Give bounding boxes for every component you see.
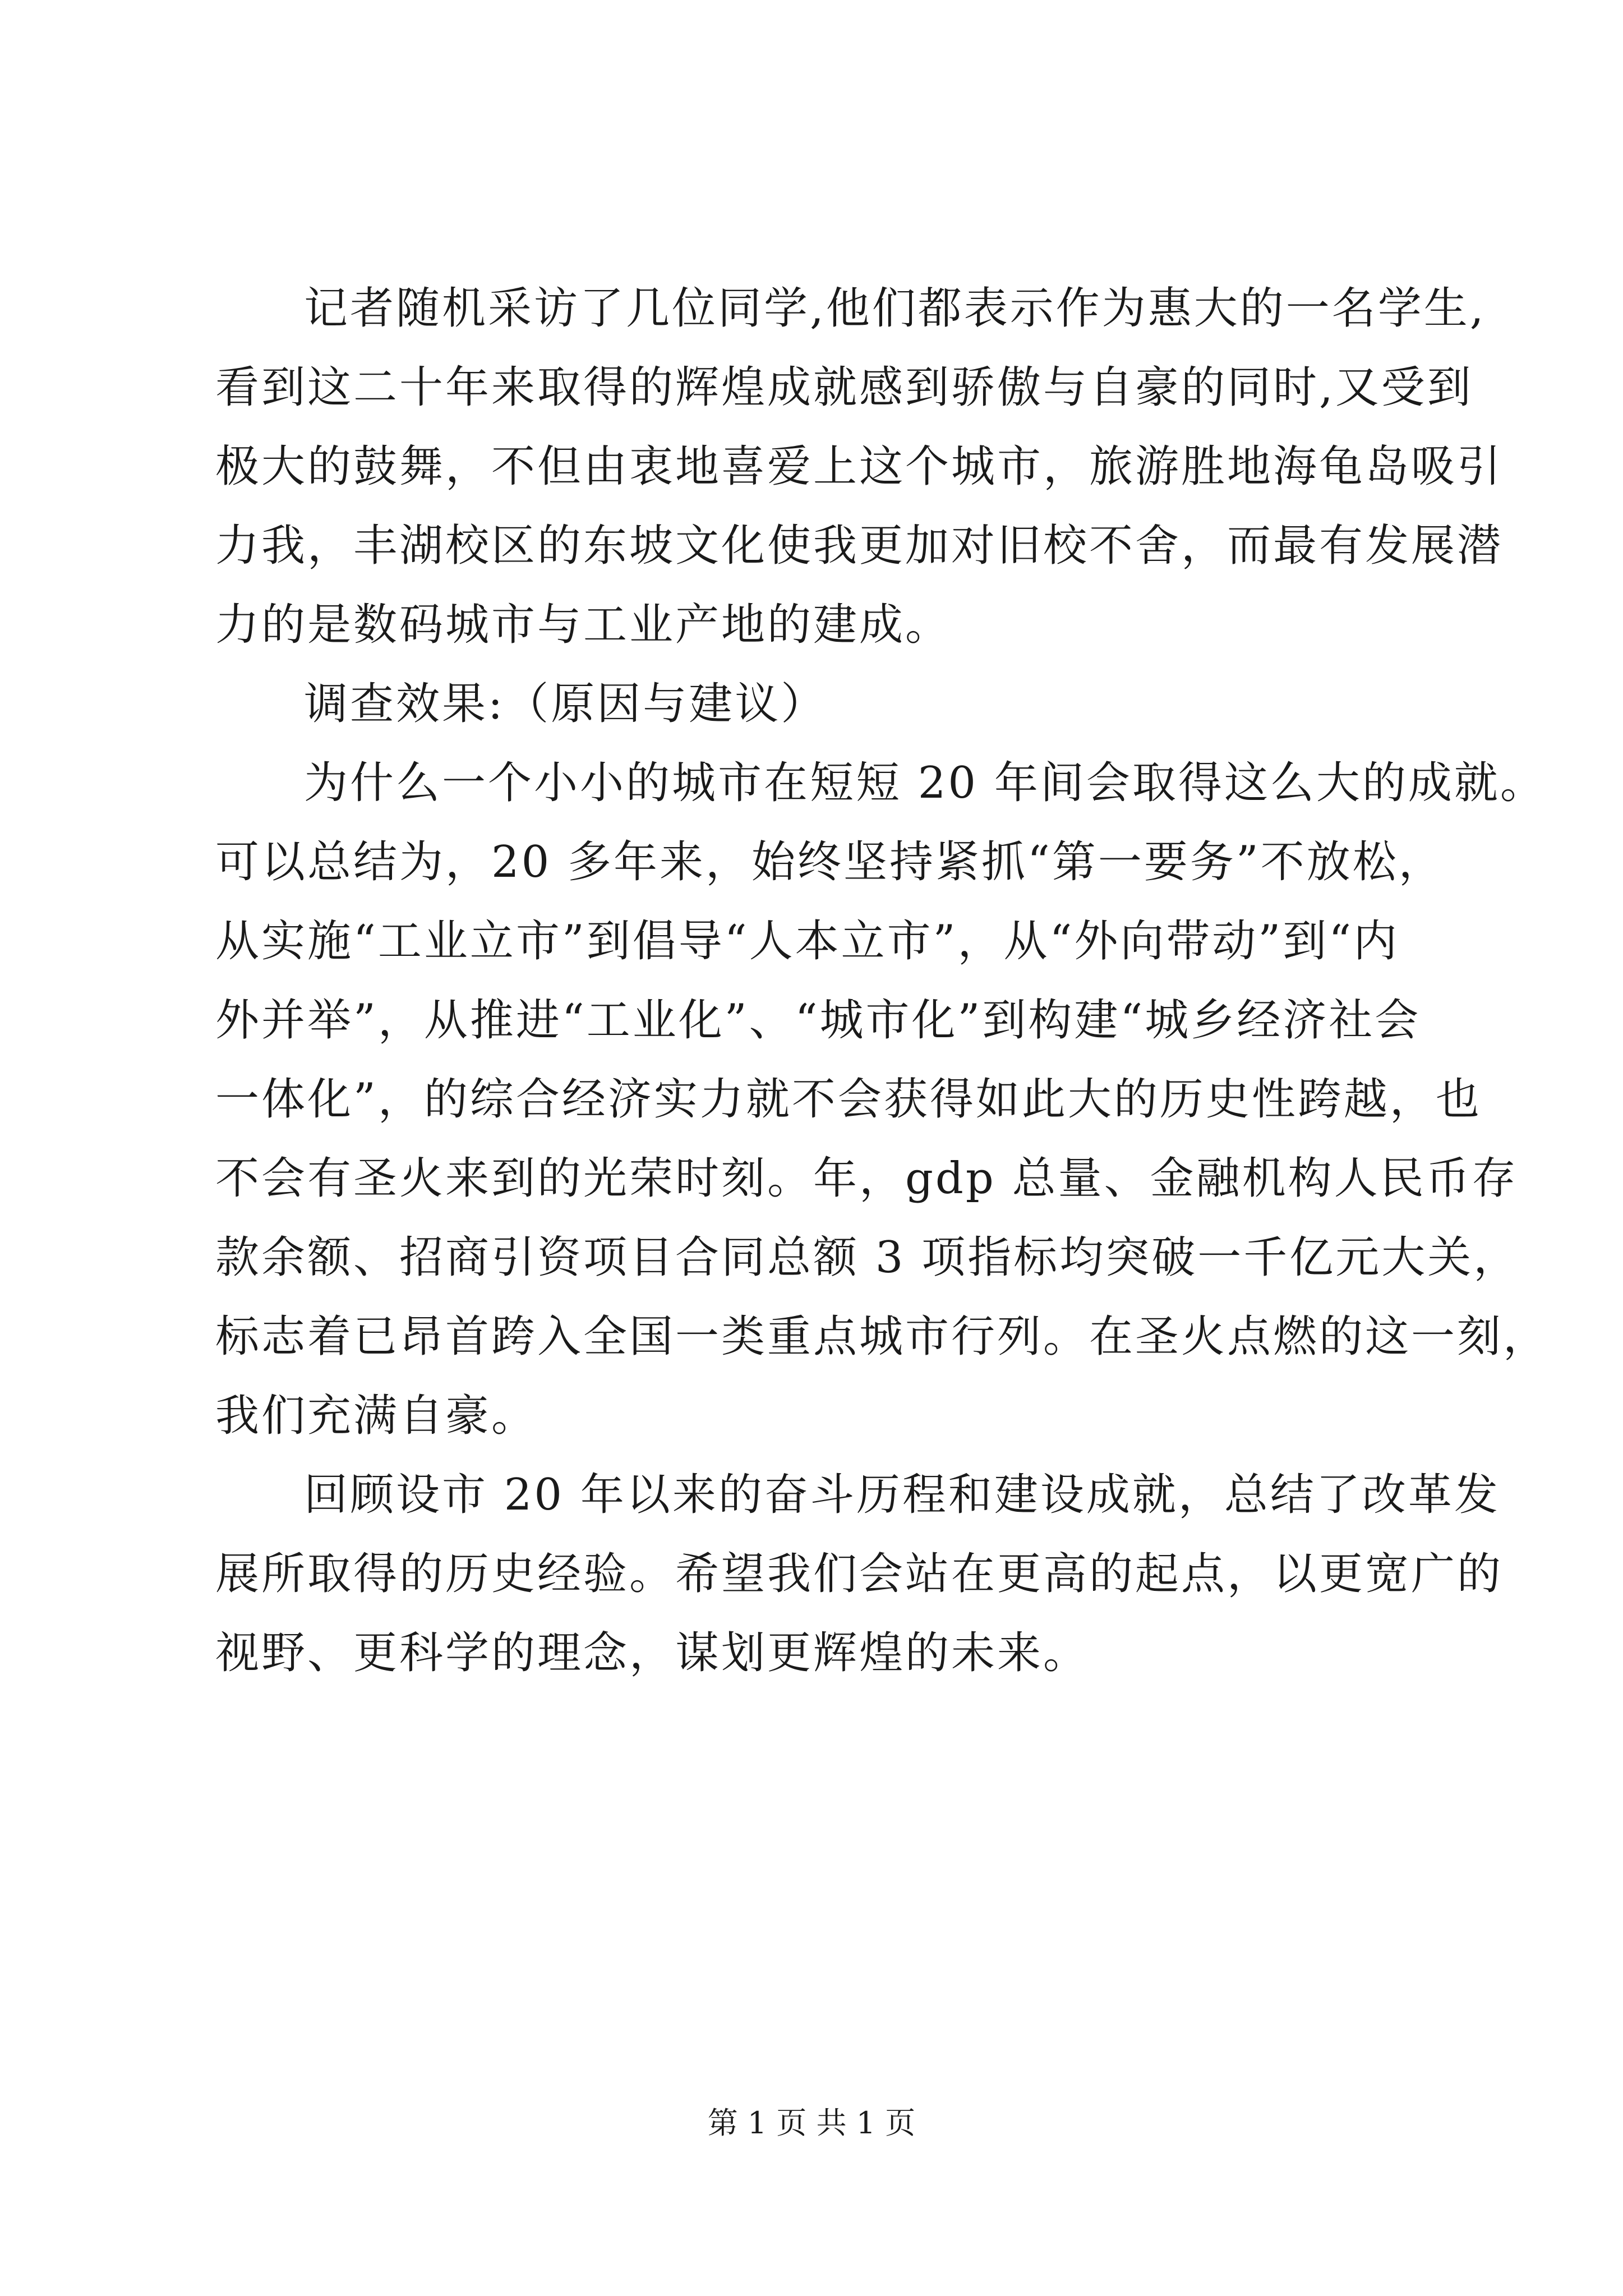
text-line: 看到这二十年来取得的辉煌成就感到骄傲与自豪的同时,又受到 — [215, 362, 1473, 413]
text-line: 不会有圣火来到的光荣时刻。年，gdp 总量、金融机构人民币存 — [215, 1153, 1518, 1204]
text-line: 展所取得的历史经验。希望我们会站在更高的起点，以更宽广的 — [215, 1549, 1504, 1599]
text-line: 从实施“工业立市”到倡导“人本立市”，从“外向带动”到“内 — [215, 916, 1400, 967]
page-footer — [0, 2101, 1623, 2146]
text-line: 标志着已昂首跨入全国一类重点城市行列。在圣火点燃的这一刻， — [215, 1312, 1550, 1362]
text-line: 为什么一个小小的城市在短短 20 年间会取得这么大的成就。 — [304, 758, 1546, 808]
paragraph-analysis — [215, 744, 1550, 1456]
text-line: 一体化”，的综合经济实力就不会获得如此大的历史性跨越，也 — [215, 1074, 1482, 1125]
paragraph-interview — [215, 269, 1504, 665]
text-line: 款余额、招商引资项目合同总额 3 项指标均突破一千亿元大关， — [215, 1232, 1520, 1283]
text-line: 力的是数码城市与工业产地的建成。 — [215, 600, 952, 650]
text-line: 回顾设市 20 年以来的奋斗历程和建设成就，总结了改革发 — [304, 1470, 1500, 1520]
text-line: 外并举”，从推进“工业化”、“城市化”到构建“城乡经济社会 — [215, 995, 1421, 1046]
document-body — [215, 269, 1550, 1693]
text-line: 我们充满自豪。 — [215, 1391, 538, 1441]
text-line: 视野、更科学的理念，谋划更辉煌的未来。 — [215, 1628, 1090, 1678]
text-line: 力我，丰湖校区的东坡文化使我更加对旧校不舍，而最有发展潜 — [215, 521, 1504, 571]
text-line: 记者随机采访了几位同学,他们都表示作为惠大的一名学生, — [304, 283, 1486, 334]
paragraph-conclusion — [215, 1456, 1504, 1693]
text-line: 极大的鼓舞，不但由衷地喜爱上这个城市，旅游胜地海龟岛吸引 — [215, 441, 1504, 492]
section-heading: 调查效果:（原因与建议） — [304, 679, 827, 729]
paragraph-heading — [215, 665, 1472, 744]
text-line: 可以总结为，20 多年来，始终坚持紧抓“第一要务”不放松， — [215, 837, 1445, 887]
page-number: 第 1 页 共 1 页 — [707, 2105, 916, 2141]
